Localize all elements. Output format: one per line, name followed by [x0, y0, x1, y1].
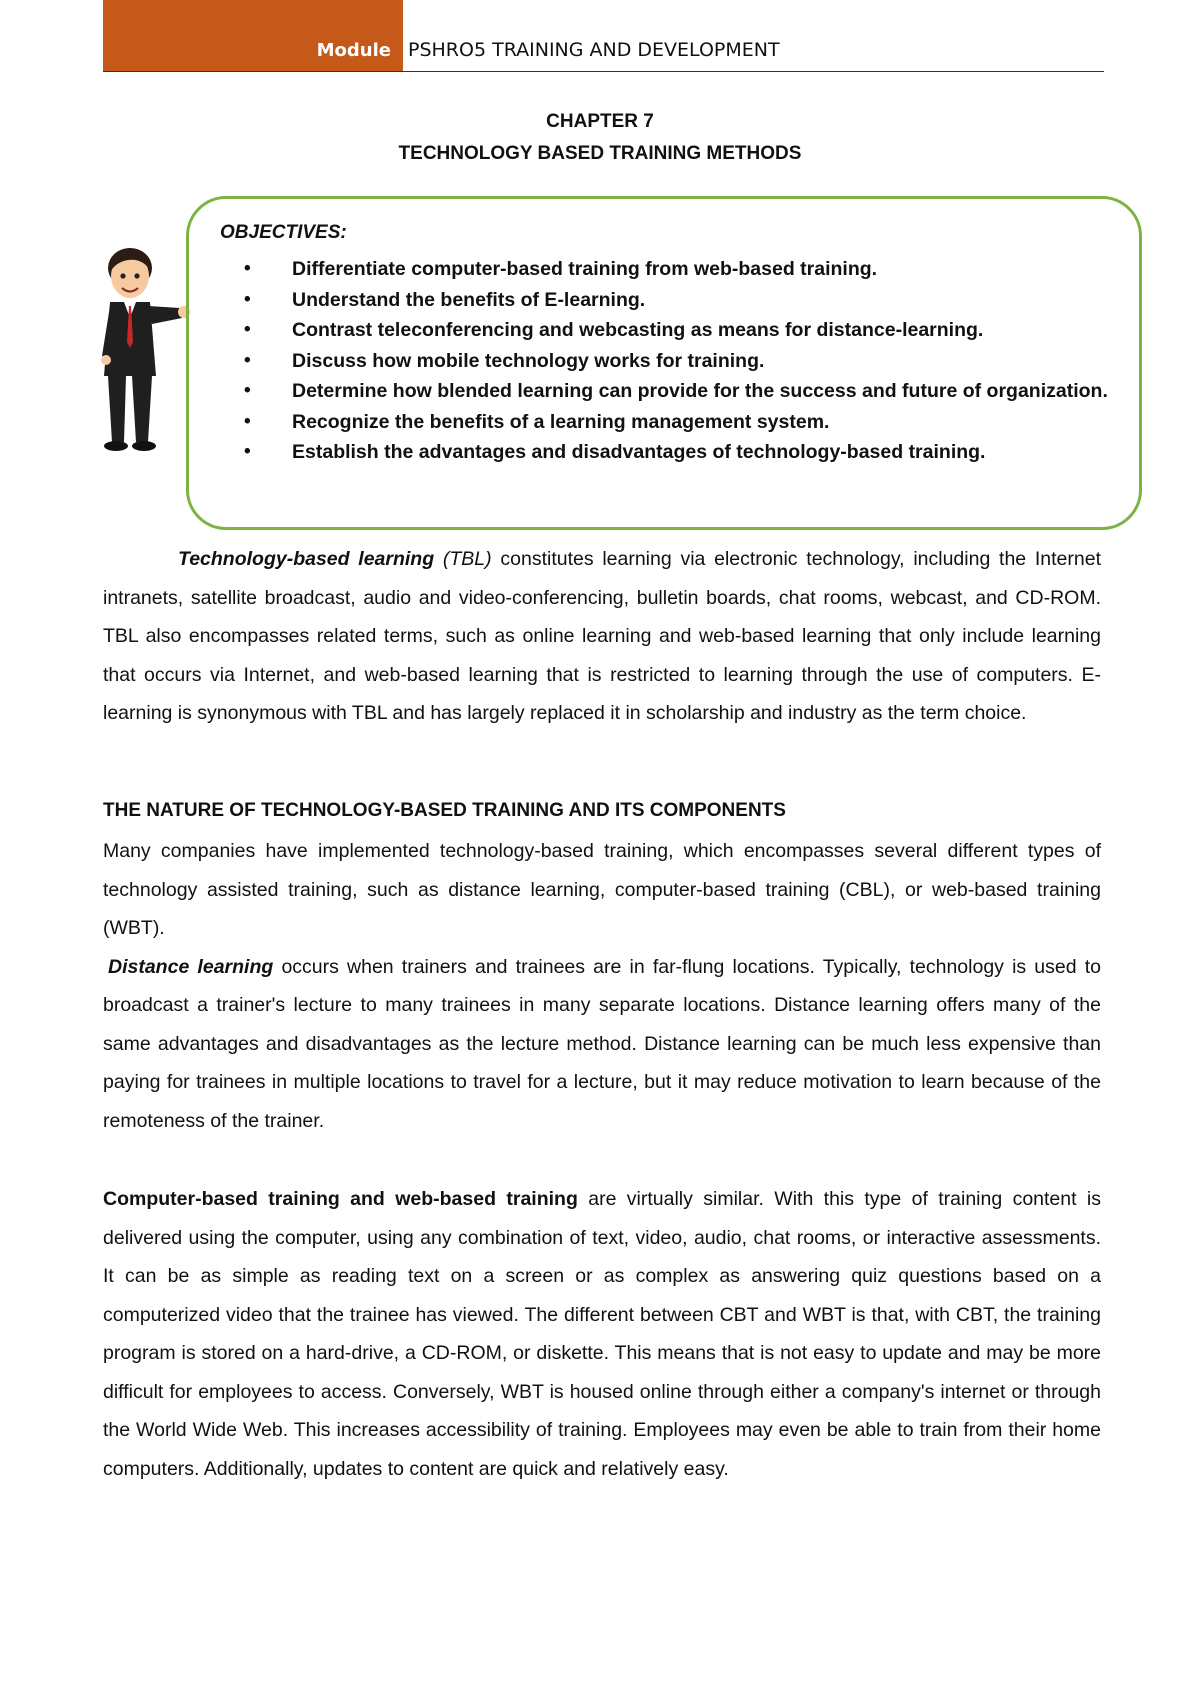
intro-abbr: (TBL): [434, 548, 492, 570]
chapter-title: TECHNOLOGY BASED TRAINING METHODS: [398, 143, 802, 164]
cbt-term: Computer-based training and web-based training: [103, 1188, 578, 1210]
chapter-heading: [0, 106, 1200, 170]
course-title: PSHRO5 TRAINING AND DEVELOPMENT: [408, 39, 780, 61]
distance-term: Distance learning: [108, 955, 274, 978]
presenter-illustration: [98, 246, 192, 456]
intro-paragraph: [103, 540, 1101, 733]
objectives-list: [240, 254, 1120, 468]
cbt-text: are virtually similar. With this type of training content is delivered using the computer, using any combination of text, video, audio, chat rooms, or interactive assessments. It can be as simple as reading text on a screen or as complex as answering quiz questions based on a computerized video that the trainee has viewed. The different between CBT and WBT is that, with CBT, the training program is stored on a hard-drive, a CD-ROM, or diskette. This means that is not easy to update and may be more difficult for employees to access. Conversely, WBT is housed online through either a company's internet or through the World Wide Web. This increases accessibility of training. Employees may even be able to train from their home computers. Additionally, updates to content are quick and relatively easy.: [103, 1188, 1101, 1480]
objective-item: • Discuss how mobile technology works for training.: [240, 346, 1120, 377]
objective-item: • Establish the advantages and disadvantages of technology-based training.: [240, 437, 1120, 468]
intro-term: Technology-based learning: [178, 548, 435, 570]
chapter-number: CHAPTER 7: [546, 111, 654, 132]
nature-paragraph: [103, 832, 1101, 1140]
intro-text: constitutes learning via electronic technology, including the Internet intranets, satellite broadcast, audio and video-conferencing, bulletin boards, chat rooms, webcast, and CD-ROM. TBL also encompasses related terms, such as online learning and web-based learning that only include learning that occurs via Internet, and web-based learning that is restricted to learning through the use of computers. E-learning is synonymous with TBL and has largely replaced it in scholarship and industry as the term choice.: [103, 548, 1101, 724]
objective-item: • Differentiate computer-based training from web-based training.: [240, 254, 1120, 285]
objective-item: • Understand the benefits of E-learning.: [240, 285, 1120, 316]
module-tab: [103, 0, 403, 71]
objective-item: • Contrast teleconferencing and webcasting as means for distance-learning.: [240, 315, 1120, 346]
nature-text: Many companies have implemented technology-based training, which encompasses several different types of technology assisted training, such as distance learning, computer-based training (CBL), or web-based training (WBT).: [103, 840, 1101, 939]
module-label: Module: [316, 40, 391, 61]
distance-text: occurs when trainers and trainees are in far-flung locations. Typically, technology is used to broadcast a trainer's lecture to many trainees in many separate locations. Distance learning offers many of the same advantages and disadvantages as the lecture method. Distance learning can be much less expensive than paying for trainees in multiple locations to travel for a lecture, but it may reduce motivation to learn because of the remoteness of the trainer.: [103, 955, 1101, 1132]
objective-item: • Determine how blended learning can provide for the success and future of organization.: [240, 376, 1120, 407]
cbt-paragraph: [103, 1180, 1101, 1488]
page-header: [103, 0, 1104, 72]
objective-item: • Recognize the benefits of a learning management system.: [240, 407, 1120, 438]
section-heading: THE NATURE OF TECHNOLOGY-BASED TRAINING AND ITS COMPONENTS: [103, 800, 786, 821]
objectives-heading: OBJECTIVES:: [220, 222, 347, 243]
